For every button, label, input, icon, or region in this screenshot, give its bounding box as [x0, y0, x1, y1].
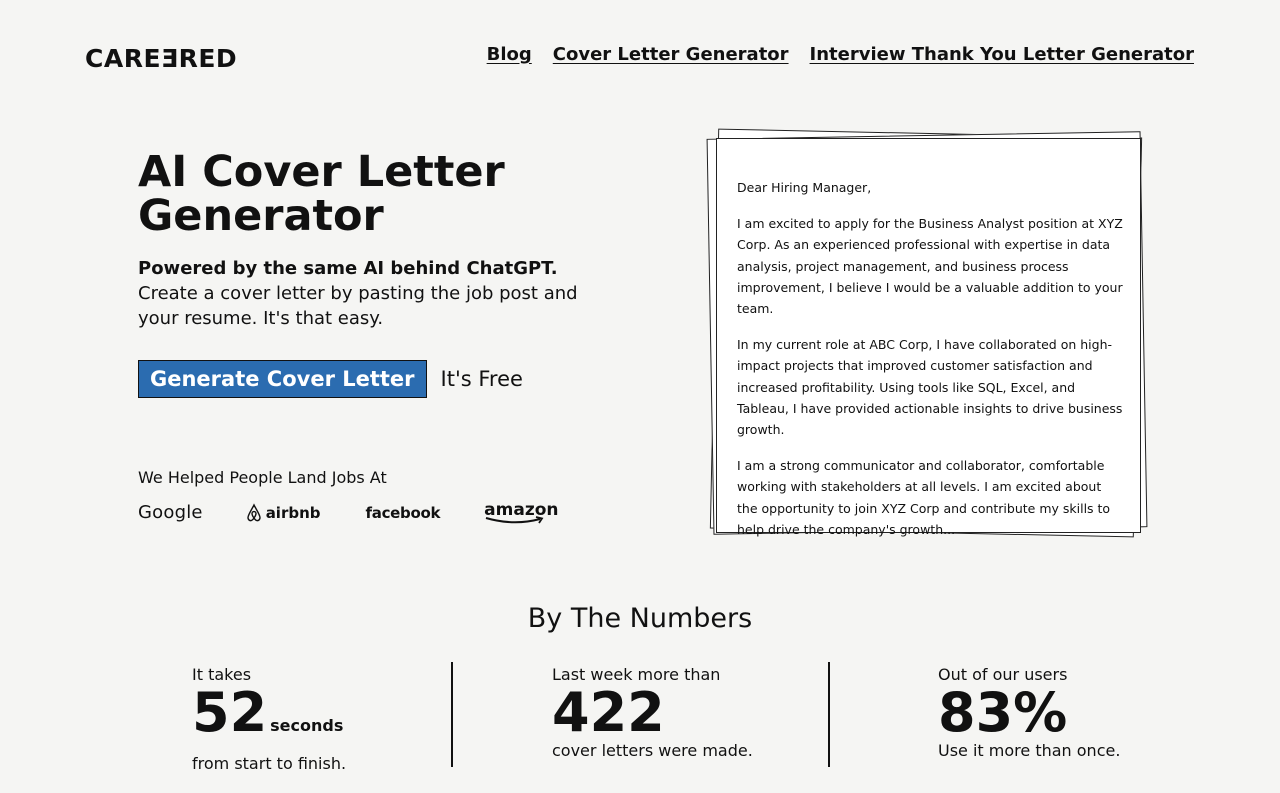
stat-speed — [192, 665, 346, 773]
stat-value — [938, 681, 1120, 744]
stat-pre-text: Out of our users — [938, 665, 1068, 684]
letter-paragraph: I am excited to apply for the Business Analyst position at XYZ Corp. As an experienced professional with expertise in data analysis, project management, and business process improvement, I believe I would be a valuable addition to your team. — [737, 216, 1123, 317]
free-note: It's Free — [440, 367, 523, 391]
airbnb-logo — [245, 503, 321, 522]
stat-number: 83% — [938, 681, 1068, 744]
google-logo-text: Google — [138, 502, 203, 523]
airbnb-icon — [245, 503, 263, 522]
stat-post-text: Use it more than once. — [938, 741, 1121, 760]
hero-title: AI Cover Letter Generator — [138, 147, 505, 241]
stat-number: 422 — [552, 681, 665, 744]
amazon-logo-text: amazon — [484, 500, 559, 520]
company-logos — [138, 500, 559, 525]
letter-greeting: Dear Hiring Manager, — [737, 180, 872, 195]
top-nav — [487, 44, 1194, 65]
stat-post-text: from start to finish. — [192, 754, 347, 773]
stat-pre-text: Last week more than — [552, 665, 721, 684]
letter-paragraph: In my current role at ABC Corp, I have collaborated on high-impact projects that improved customer satisfaction and increased profitability. Using tools like SQL, Excel, and Tableau, I have provided actionable insights to drive business growth. — [737, 337, 1123, 438]
stat-value — [552, 681, 753, 744]
hero-subtitle-bold: Powered by the same AI behind ChatGPT. — [138, 258, 558, 279]
stat-unit: seconds — [270, 716, 344, 735]
hero-subtitle-rest: Create a cover letter by pasting the job post and your resume. It's that easy. — [138, 283, 578, 329]
stat-value — [192, 681, 346, 754]
amazon-smile-icon — [484, 516, 546, 525]
stat-number: 52 — [192, 681, 268, 744]
social-proof-heading: We Helped People Land Jobs At — [138, 468, 387, 487]
generate-cover-letter-button[interactable]: Generate Cover Letter — [138, 360, 427, 398]
stat-post-text: cover letters were made. — [552, 741, 753, 760]
google-logo — [138, 502, 203, 523]
stat-divider — [451, 662, 453, 767]
nav-link-thank-you-letter-generator[interactable]: Interview Thank You Letter Generator — [809, 44, 1194, 65]
numbers-title: By The Numbers — [527, 603, 753, 634]
site-logo[interactable]: CAREƎRED — [85, 44, 238, 73]
nav-link-blog[interactable]: Blog — [486, 44, 532, 65]
airbnb-logo-text: airbnb — [265, 503, 321, 522]
facebook-logo — [366, 504, 441, 522]
cta-row — [138, 360, 523, 398]
amazon-logo — [484, 500, 558, 525]
stat-pre-text: It takes — [192, 665, 252, 684]
facebook-logo-text: facebook — [365, 503, 441, 522]
sample-letter-stack — [704, 125, 1152, 545]
nav-link-cover-letter-generator[interactable]: Cover Letter Generator — [552, 44, 789, 65]
letter-paragraph: I am a strong communicator and collaborator, comfortable working with stakeholders at all levels. I am excited about the opportunity to join XYZ Corp and contribute my skills to help drive the company's growth... — [737, 458, 1111, 537]
hero-subtitle — [138, 256, 603, 331]
stat-divider — [828, 662, 830, 767]
stat-volume — [552, 665, 753, 760]
sample-letter — [737, 177, 1123, 555]
stat-retention — [938, 665, 1120, 760]
